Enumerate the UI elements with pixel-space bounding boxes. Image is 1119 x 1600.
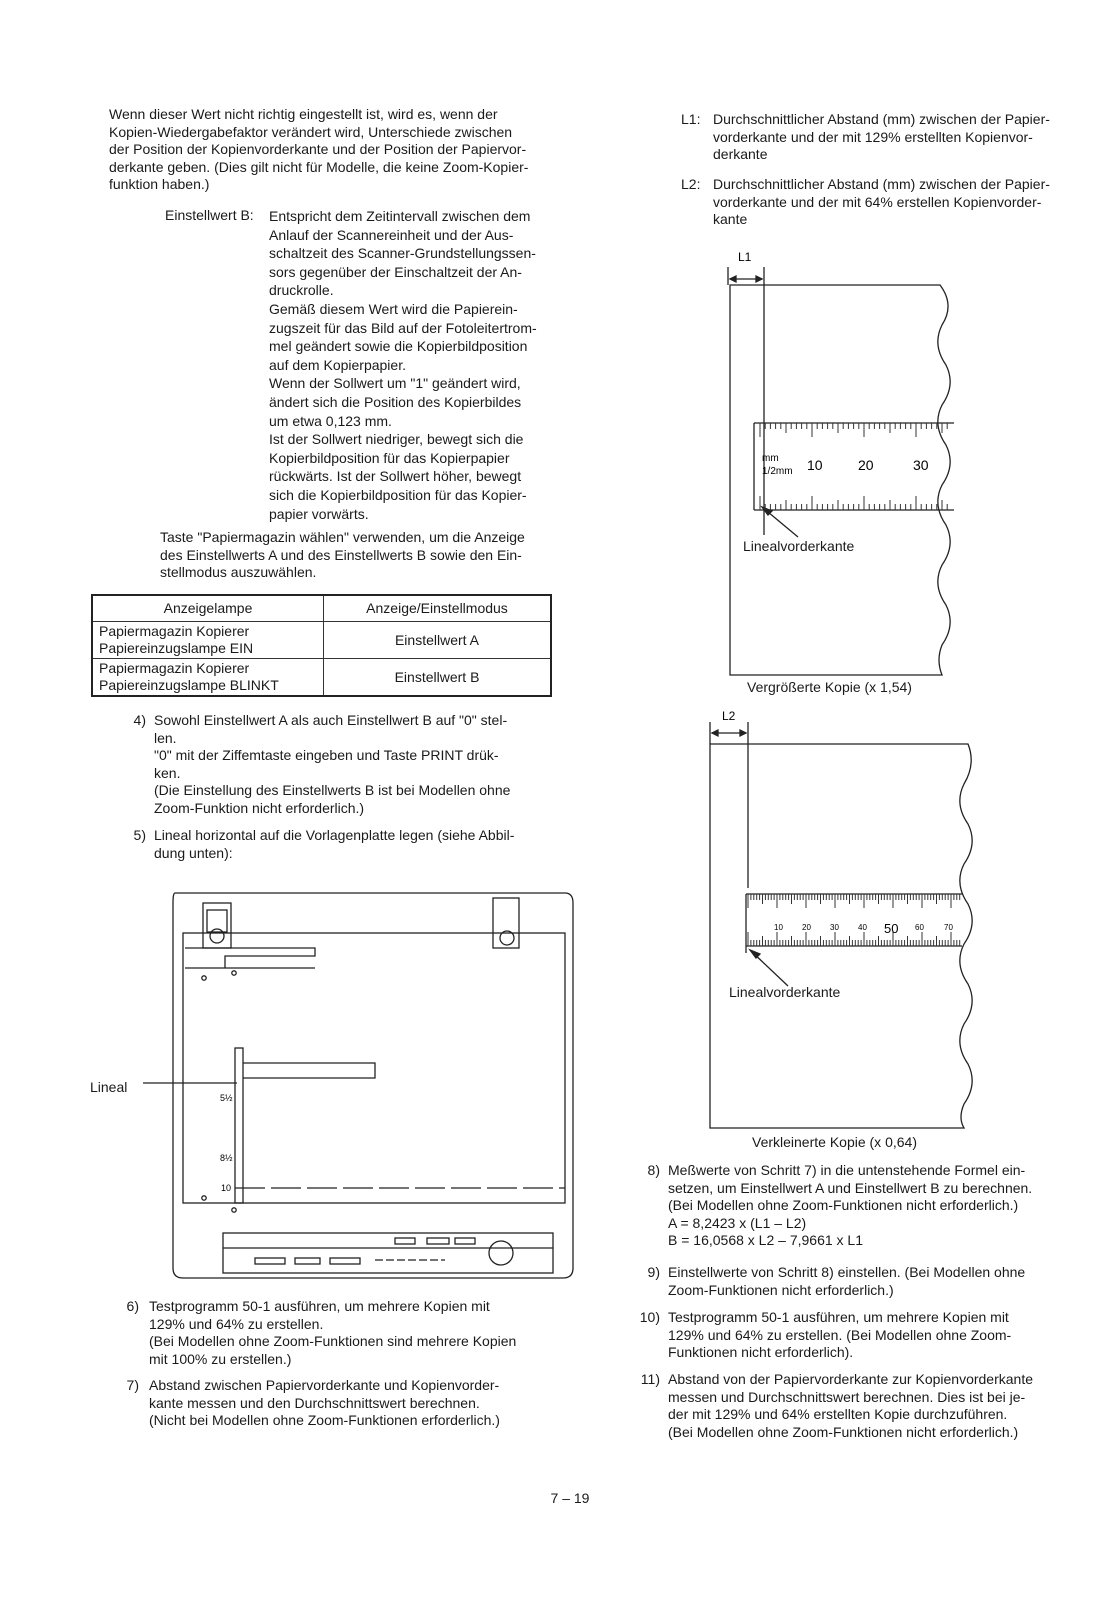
paper-outline [730,285,950,675]
step-line: (Nicht bei Modellen ohne Zoom-Funktionen erforderlich.) [149,1412,500,1428]
l1-label: L1: [681,111,701,127]
step-line: Zoom-Funktionen nicht erforderlich.) [668,1281,894,1298]
setting-b-line: sich die Kopierbildposition für das Kopier- [269,486,527,503]
taste-line: Taste "Papiermagazin wählen" verwenden, um die Anzeige [160,529,525,545]
step-number: 6) [126,1298,139,1314]
setting-b-label: Einstellwert B: [165,207,254,223]
step-line: ken. [154,764,181,781]
ruler-tick-label: 30 [830,923,839,932]
step-line: 129% und 64% zu erstellen. [149,1315,324,1332]
step-number: 11) [640,1371,660,1387]
table-cell-mode: Einstellwert A [324,622,552,659]
table-cell-lamp [92,622,324,659]
edge-label-2: Linealvorderkante [729,984,841,1000]
step-line: (Die Einstellung des Einstellwerts B ist bei Modellen ohne [154,782,511,798]
step-line: Lineal horizontal auf die Vorlagenplatte legen (siehe Abbil- [154,827,515,843]
step-line: Zoom-Funktion nicht erforderlich.) [154,799,365,816]
dimension-label: L2 [722,709,736,723]
taste-line: des Einstellwerts A und des Einstellwerts B sowie den Ein- [160,546,522,563]
page-number: 7 – 19 [550,1490,590,1506]
table-cell-mode: Einstellwert B [324,659,552,697]
step-line: (Bei Modellen ohne Zoom-Funktionen nicht erforderlich.) [668,1423,1019,1440]
ruler-tick-label: 20 [858,457,874,473]
l1-line: derkante [713,146,768,162]
setting-b-line: um etwa 0,123 mm. [269,412,392,429]
ruler-mark: 10 [221,1183,232,1193]
lamp-line: Papiermagazin Kopierer [99,623,250,639]
table-header-mode: Anzeige/Einstellmodus [324,595,552,622]
l2-line: vorderkante und der mit 64% erstellen Kopienvorder- [713,193,1042,210]
step-text [668,1371,1080,1441]
l1-line: Durchschnittlicher Abstand (mm) zwischen der Papier- [713,111,1050,127]
step-line: Sowohl Einstellwert A als auch Einstellwert B auf "0" stel- [154,712,508,728]
taste-paragraph [160,529,560,582]
ruler-tick-label: 10 [774,923,783,932]
ruler-tick-label: 30 [913,457,929,473]
setting-b-line: Wenn der Sollwert um "1" geändert wird, [269,375,521,392]
formula-a: A = 8,2423 x (L1 – L2) [668,1214,807,1231]
formula-b: B = 16,0568 x L2 – 7,9661 x L1 [668,1232,863,1248]
copier-figure [125,888,580,1283]
setting-b-line: druckrolle. [269,282,334,299]
step-line: Testprogramm 50-1 ausführen, um mehrere Kopien mit [149,1298,490,1314]
step-line: Abstand zwischen Papiervorderkante und Kopienvorder- [149,1377,500,1393]
ruler-tick-label: 20 [802,923,811,932]
intro-paragraph [109,106,569,194]
table-header-lamp: Anzeigelampe [92,595,324,622]
step-number: 10) [639,1309,660,1325]
ruler-mark: 5½ [220,1093,233,1103]
setting-b-line: Kopierbildposition für das Kopierpapier [269,449,510,466]
intro-line: funktion haben.) [109,176,210,192]
step-line: setzen, um Einstellwert A und Einstellwert B zu berechnen. [668,1179,1033,1196]
ruler-tick-label: 10 [807,457,823,473]
intro-line: Kopien-Wiedergabefaktor verändert wird, Unterschiede zwischen [109,123,513,140]
taste-line: stellmodus auszuwählen. [160,564,317,580]
caption-reduced: Verkleinerte Kopie (x 0,64) [752,1134,917,1150]
ruler-tick-label: 60 [915,923,924,932]
table-row [92,622,551,659]
step-line: Einstellwerte von Schritt 8) einstellen. (Bei Modellen ohne [668,1264,1026,1280]
step-line: Meßwerte von Schritt 7) in die untenstehende Formel ein- [668,1162,1026,1178]
dimension-label: L1 [738,250,752,264]
step-number: 5) [133,827,146,843]
enlarged-copy-figure [710,245,970,700]
ruler-tick-label: 40 [858,923,867,932]
step-line: Testprogramm 50-1 ausführen, um mehrere Kopien mit [668,1309,1009,1325]
step-text [149,1377,559,1430]
paper-outline [710,744,972,1128]
setting-b-line: Gemäß diesem Wert wird die Papierein- [269,300,518,317]
step-line: len. [154,729,177,746]
intro-line: der Position der Kopienvorderkante und der Position der Papiervor- [109,141,527,157]
setting-b-description [269,207,569,523]
step-number: 7) [126,1377,139,1393]
edge-label-1: Linealvorderkante [743,538,855,554]
step-number: 8) [647,1162,660,1178]
step-text [154,712,556,817]
l2-line: kante [713,211,748,227]
step-line: (Bei Modellen ohne Zoom-Funktionen nicht erforderlich.) [668,1197,1019,1213]
ruler-tick-label: 70 [944,923,953,932]
lamp-line: Papiereinzugslampe EIN [99,640,254,656]
setting-b-line: Entspricht dem Zeitintervall zwischen dem [269,208,531,224]
table-row [92,659,551,697]
table-cell-lamp [92,659,324,697]
step-text [668,1264,1080,1299]
step-line: messen und Durchschnittswert berechnen. Dies ist bei je- [668,1388,1026,1405]
l2-label: L2: [681,176,701,192]
lineal-label: Lineal [90,1079,128,1095]
step-number: 4) [133,712,146,728]
setting-b-line: Ist der Sollwert niedriger, bewegt sich die [269,431,524,448]
step-text [668,1162,1080,1250]
intro-line: Wenn dieser Wert nicht richtig eingestellt ist, wird es, wenn der [109,106,498,122]
step-line: "0" mit der Ziffemtaste eingeben und Taste PRINT drük- [154,747,499,763]
step-line: kante messen und den Durchschnittswert berechnen. [149,1394,480,1411]
step-line: mit 100% zu erstellen.) [149,1350,292,1367]
step-line: der mit 129% und 64% erstellten Kopie durchzuführen. [668,1406,1008,1422]
setting-b-line: sors gegenüber der Einschaltzeit der An- [269,263,522,280]
step-line: 129% und 64% zu erstellen. (Bei Modellen ohne Zoom- [668,1326,1012,1343]
l1-line: vorderkante und der mit 129% erstellten Kopienvor- [713,128,1033,145]
step-line: (Bei Modellen ohne Zoom-Funktionen sind mehrere Kopien [149,1333,517,1349]
step-text [154,827,556,862]
setting-b-line: Anlauf der Scannereinheit und der Aus- [269,226,514,243]
setting-b-line: mel geändert sowie die Kopierbildposition [269,338,528,355]
l1-text [713,111,1083,164]
ruler-tick-label: 50 [884,921,899,936]
step-line: Abstand von der Papiervorderkante zur Kopienvorderkante [668,1371,1033,1387]
intro-line: derkante geben. (Dies gilt nicht für Modelle, die keine Zoom-Kopier- [109,158,529,175]
lamp-line: Papiereinzugslampe BLINKT [99,677,279,693]
ruler-unit: mm [762,453,779,464]
setting-b-line: rückwärts. Ist der Sollwert höher, bewegt [269,468,522,485]
setting-b-line: schaltzeit des Scanner-Grundstellungssen- [269,245,536,262]
reduced-copy-figure [700,708,980,1138]
l2-line: Durchschnittlicher Abstand (mm) zwischen der Papier- [713,176,1050,192]
step-number: 9) [647,1264,660,1280]
setting-b-line: ändert sich die Position des Kopierbildes [269,393,522,410]
caption-enlarged: Vergrößerte Kopie (x 1,54) [747,679,912,695]
setting-b-line: zugszeit für das Bild auf der Fotoleitertrom- [269,319,537,336]
setting-b-line: auf dem Kopierpapier. [269,356,406,373]
lamp-table [91,594,552,697]
step-line: dung unten): [154,844,233,861]
step-line: Funktionen nicht erforderlich). [668,1344,854,1360]
setting-b-line: papier vorwärts. [269,505,369,522]
step-text [668,1309,1080,1362]
lamp-line: Papiermagazin Kopierer [99,660,250,676]
l2-text [713,176,1083,229]
table-header-row [92,595,551,622]
ruler-unit: 1/2mm [762,466,793,477]
ruler-mark: 8½ [220,1153,233,1163]
step-text [149,1298,559,1368]
